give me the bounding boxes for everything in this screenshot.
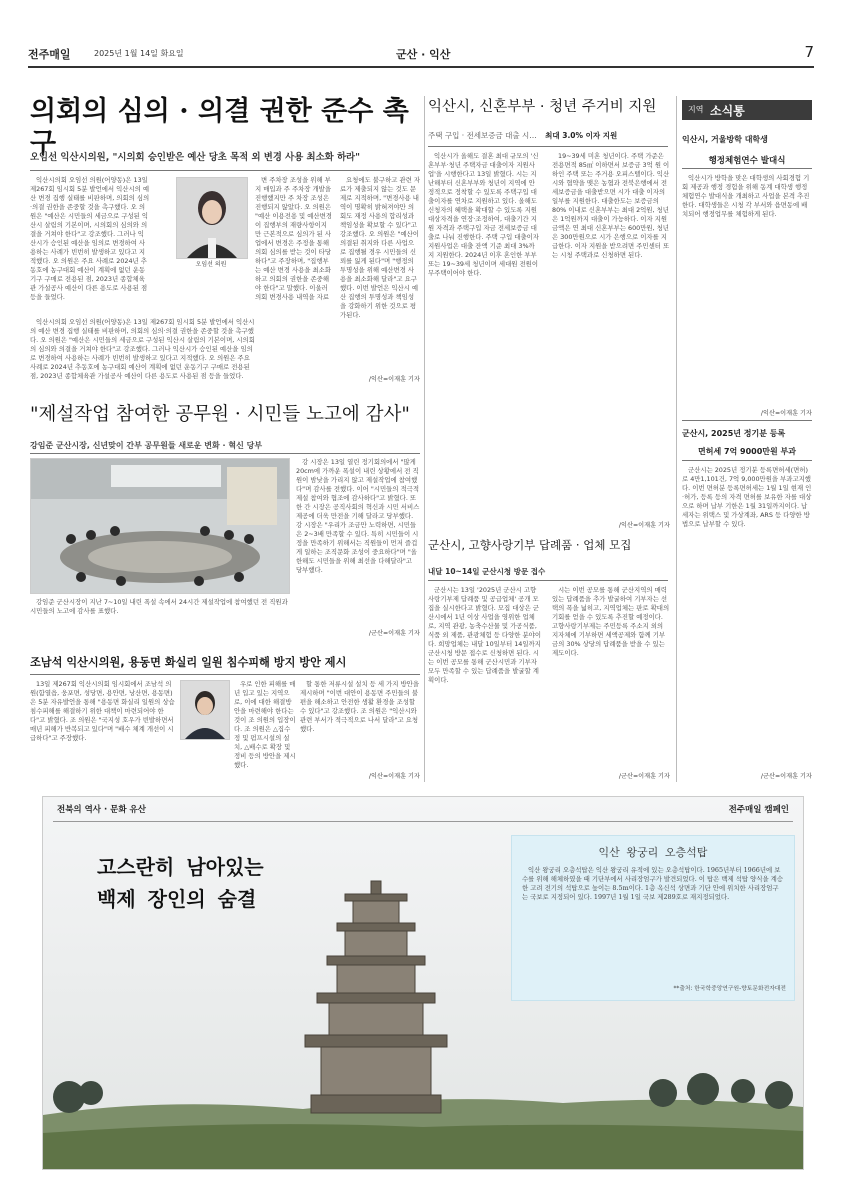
divider <box>30 453 420 454</box>
divider <box>682 420 812 421</box>
divider <box>682 168 812 169</box>
article4-subhead <box>428 130 678 141</box>
page-header <box>28 40 814 68</box>
banner-title-line1: 고스란히 남아있는 <box>97 855 264 879</box>
portrait-image <box>177 178 247 258</box>
article1-col2 <box>176 268 246 318</box>
banner-label-right: 전주매일 캠페인 <box>728 805 789 815</box>
sidebar-item2-reporter: /군산=이재훈 기자 <box>760 773 812 780</box>
divider <box>53 821 793 822</box>
article1-col3: 요청에도 불구하고 관련 자료가 제출되지 않는 것도 문제로 지적하며, "변경사용 내역이 명확히 밝혀져야만 의회도 재정 사용의 합리성과 책임성을 확보할 수 있다"고 강조했다. 오 의원은 "예산이 의결된 취지와 다른 사업으로 집행될 경우 시민들의 신뢰를 잃게 된다"며 "행정의 투명성을 위해 예산변경 사용을 최소화해 달라"고 요구했다. 이번 발언은 익산시 예산 집행의 투명성과 책임성을 강화하기 위한 것으로 평가된다. <box>340 176 421 319</box>
article5-reporter: /군산=이재훈 기자 <box>618 773 670 780</box>
sidebar-tag-region: 지역 <box>688 105 704 114</box>
banner-info-box <box>511 835 795 1001</box>
sidebar-item1-sub: 행정체험연수 발대식 <box>708 156 786 166</box>
sidebar-header <box>682 100 812 120</box>
newspaper-brand: 전주매일 <box>28 48 71 61</box>
article1-subhead: 오임선 익산시의원, "시의회 승인받은 예산 당초 목적 외 변경 사용 최소화 하라" <box>30 152 360 163</box>
info-box-title: 익산 왕궁리 오층석탑 <box>598 846 708 859</box>
article1-headline: 의회의 심의 · 의결 권한 준수 촉구 <box>30 96 409 159</box>
divider <box>30 674 420 675</box>
sidebar-item2-title: 군산시, 2025년 정기분 등록 <box>682 429 786 438</box>
sidebar-item1-title: 익산시, 거울방학 대학생 <box>682 135 768 144</box>
article3-col1: 13일 제267회 익산시의회 임시회에서 조남석 의원(함열읍, 웅포면, 성당면, 용안면, 낭산면, 용동면)은 5분 자유발언을 통해 "용동면 화실리 일원의 상습 침수피해를 해결하기 위한 대책이 마련되어야 한다"고 밝혔다. 조 의원은 "국지성 호우가 빈발하면서 매년 피해가 반복되고 있다"며 "배수 체계 개선이 시급하다"고 주장했다. <box>30 680 175 742</box>
article3-col3: 할 통한 저류시설 설치 등 세 가지 방안을 제시하며 "이번 대안이 용동면 주민들의 불편을 해소하고 안전한 생활 환경을 조성할 수 있다"고 강조했다. 조 의원은 "익산시와 관련 부서가 적극적으로 나서 달라"고 요청했다. <box>300 680 419 733</box>
article5-col1: 군산시는 13일 '2025년 군산시 고향사랑기부제 답례품 및 공급업체' 공개 모집을 실시한다고 밝혔다. 모집 대상은 군산시에서 1년 이상 사업을 영위한 업체로, 지역 관광, 농축수산물 및 가공식품, 식품 외 제품, 관광체험 등 다양한 분야이다. 희망업체는 내달 10일부터 14일까지 군산시청 방문 접수로 신청하면 된다. 시는 이번 공모를 통해 군산시민과 기부자 모두 만족할 수 있는 답례품을 발굴할 계획이다. <box>428 586 541 684</box>
divider <box>428 580 668 581</box>
article1-col1b: 익산시의회 오임선 의원(어양동)은 13일 제267회 임시회 5분 발언에서 익산시의 예산 변경 집행 실태를 비판하며, 의회의 심의·의결 권한을 존중할 것을 촉구했다. 오 의원은 "예산은 시민들의 세금으로 구성된 익산시 살림의 기본이며, 시의회의 심의와 의결을 거쳐야 한다"고 강조했다. 그러나 익산시가 승인된 예산을 임의로 변경하여 사용하는 사례가 빈번히 발생하고 있다고 지적했다. 오 의원은 주요 사례로 2024년 추동호에 농구대회 예산이 계획에 없던 운동기구 구매로 전용된 점, 2023년 종합체육관 가설공사 예산이 다른 용도로 사용된 점 등을 들었다. <box>30 318 255 380</box>
article2-reporter: /군산=이재훈 기자 <box>368 630 420 637</box>
article1-photo <box>176 177 248 259</box>
article1-col2b: 변 주차장 조성을 위해 부지 매입과 주 주차장 개발을 진행했지만 주 차장 조성은 진행되지 않았다. 오 의원은 "예산 이용전용 및 예산변경이 집행부의 재량사항이지만 근본적으로 심의가 된 사업에서 변경은 주정을 통해 의회 심의를 받는 것이 타당하다"고 주장하며, "집행부는 예산 변경 사용을 최소화하고 의회의 권한을 존중해야 한다"고 말했다. 이울러 의회 변경사용 내역을 자료 <box>255 176 332 301</box>
article1-photo-caption: 오임선 의원 <box>195 261 227 268</box>
article2-col-right1: 강 시장은 13일 열린 정기회의에서 "많게 20cm에 가까운 폭설이 내린 상황에서 전 직원이 밤낮을 가리지 않고 제설작업에 참여했다"며 감사를 전했다. 이어 "시민들의 적극적 제설 참여와 협조에 감사하다"고 밝혔다. 또한 간 시장은 공직사회의 혁신과 시민 서비스 제공에 더욱 만전을 기해 달라고 당부했다. 강 시장은 "우리가 조금만 노력하면, 시민들은 2~3배 만족할 수 있다. 특히 시민들이 시정을 만족하기 위해서는 직원들이 먼저 즐겁게 일하는 조직문화 조성이 중요하다"며 "올 한해도 시민들을 위해 최선을 다해달라"고 당부했다. <box>296 458 420 574</box>
divider <box>428 146 668 147</box>
portrait-image <box>181 681 229 739</box>
article1-reporter: /익산=이재훈 기자 <box>368 376 420 383</box>
article2-subhead: 강임준 군산시장, 신년맞이 간부 공무원들 새로운 변화 · 혁신 당부 <box>30 441 263 450</box>
column-divider <box>424 96 425 782</box>
meeting-room-image <box>31 459 289 593</box>
campaign-banner <box>42 796 804 1170</box>
issue-date: 2025년 1월 14일 화요일 <box>94 49 184 58</box>
divider <box>682 460 812 461</box>
article4-headline: 익산시, 신혼부부 · 청년 주거비 지원 <box>428 99 657 115</box>
article4-subhead-bold: 최대 3.0% 이자 지원 <box>545 131 618 140</box>
article5-col2: 시는 이번 공모를 통해 군산지역의 매력 있는 답례품을 추가 발굴하여 기부자는 선택의 폭을 넓히고, 지역업체는 판로 확대의 기회를 얻을 수 있도록 추진할 예정이다. 고향사랑기부제는 주민등록 주소지 외의 지자체에 기부하면 세액공제와 함께 기부금의 30% 상당의 답례품을 받을 수 있는 제도이다. <box>552 586 670 657</box>
article3-headline: 조남석 익산시의원, 용동면 화실리 일원 침수피해 방지 방안 제시 <box>30 656 347 669</box>
article4-reporter: /익산=이재훈 기자 <box>618 522 670 529</box>
info-box-source: **출처: 한국학중앙연구원-향토문화전자대전 <box>673 986 786 992</box>
sidebar-item1-body: 익산시가 방학을 맞은 대학생의 사회경험 기회 제공과 행정 경험을 위해 동계 대학생 행정체험연수 발대식을 개최하고 사업을 본격 추진한다. 대학생들은 시청 각 부서와 읍면동에 배치되어 행정업무를 체험하게 된다. <box>682 174 810 218</box>
article2-photo-caption: 강임준 군산시장이 지난 7~10일 내린 폭설 속에서 24시간 제설작업에 참여했던 전 직원과 시민들의 노고에 감사를 표했다. <box>30 598 288 615</box>
article4-col1: 익산시가 올해도 결혼 최대 규모의 '신혼부부·청년 주택자금 대출이자 지원사업'을 시행한다고 13일 밝혔다. 시는 지난해부터 신혼부부와 청년이 지역에 안정적으로 정착할 수 있도록 주택구입 대출이자를 연차로 지원하고 있다. 올해도 신청자의 혜택을 확대할 수 있도록 지원 대상자격을 연장·조정하여, 대출기간 지원 자격과 주택구입 자금 전세보증금 대출로 나눠 진행한다. 주택 구입 대출이자 지원사업은 대출 잔액 기준 최대 3%까지 지원한다. 2024년 이후 혼인한 부부 또는 19~39세 청년이며 세대원 전원이 무주택이어야 한다. <box>428 152 539 277</box>
article5-subhead: 내달 10~14일 군산시청 방문 접수 <box>428 567 546 576</box>
divider <box>30 170 420 171</box>
sidebar-tag-title: 소식통 <box>710 104 745 118</box>
article3-photo <box>180 680 230 740</box>
article3-col2: 우로 인한 피해를 매년 입고 있는 지역으로, 이에 대한 해결방안을 마련해야 한다는 것이 조 의원의 입장이다. 조 의원은 △집수정 및 펌프시설의 설치, △배수로 확장 및 정비 등의 방안을 제시했다. <box>234 680 296 769</box>
article1-col1: 익산시의회 오임선 의원(어양동)은 13일 제267회 임시회 5분 발언에서 익산시의 예산 변경 집행 실태를 비판하며, 의회의 심의·의결 권한을 존중할 것을 촉구했다. 오 의원은 "예산은 시민들의 세금으로 구성된 익산시 살림의 기본이며, 시의회의 심의와 의결을 거쳐야 한다"고 강조했다. 그러나 익산시가 승인된 예산을 임의로 변경하여 사용하는 사례가 빈번히 발생하고 있다고 지적했다. 오 의원은 주요 사례로 2024년 추동호에 농구대회 예산이 계획에 없던 운동기구 구매로 전용된 점, 2023년 종합체육관 가설공사 예산이 다른 용도로 사용된 점 등을 들었다. <box>30 176 150 301</box>
article4-subhead-gray: 주택 구입 · 전세보증금 대출 시… <box>428 131 537 140</box>
info-box-body: 익산 왕궁리 오층석탑은 익산 왕궁리 유적에 있는 오층석탑이다. 1965년부터 1966년에 보수를 위해 해체하였을 때 기단부에서 사리장엄구가 발견되었다. 이 탑은 백제 석탑 양식을 계승한 고려 전기의 석탑으로 높이는 8.5m이다. 1층 옥신석 상면과 기단 안에 위치한 사리장엄구는 국보로 지정되어 있다. 1997년 1월 1일 국보 제289호로 재지정되었다. <box>522 866 783 901</box>
column-divider <box>676 96 677 782</box>
article5-headline: 군산시, 고향사랑기부 답례품 · 업체 모집 <box>428 538 632 552</box>
section-title: 군산 · 익산 <box>396 48 451 61</box>
sidebar-item2-sub: 면허세 7억 9000만원 부과 <box>697 447 796 456</box>
sidebar-item1-reporter: /익산=이재훈 기자 <box>760 410 812 417</box>
article2-photo <box>30 458 290 594</box>
article4-col2: 19~39세 미혼 청년이다. 주택 가준은 전용면적 85㎡ 이하면서 보증금 3억 원 이하인 주택 또는 주거용 오피스텔이다. 익산시와 협약을 맺은 농협과 전북은행에서 전세보증금을 대출받으면 시가 대출 이자의 일부를 지원한다. 대출한도는 보증금의 80% 이내로 신혼부부는 최대 2억원, 청년은 1억원까지 대출이 가능하다. 이자 지원 금액은 연 최대 신혼부부는 600만원, 청년은 300만원으로 시가 은행으로 이자를 지급한다. 이자 지원을 받으려면 주민센터 또는 시청 주택과로 신청하면 된다. <box>552 152 670 259</box>
page-number: 7 <box>804 43 814 61</box>
article2-headline: "제설작업 참여한 공무원 · 시민들 노고에 감사" <box>30 404 410 425</box>
banner-label-left: 전북의 역사 · 문화 유산 <box>57 805 146 815</box>
banner-title-line2: 백제 장인의 숨결 <box>97 887 257 911</box>
article3-reporter: /익산=이재훈 기자 <box>368 773 420 780</box>
sidebar-item2-body: 군산시는 2025년 정기분 등록면허세(면허)로 4만1,101건, 7억 9,000만원을 부과고지했다. 이번 면허분 등록면허세는 1월 1일 현재 인·허가, 등록 등의 자격 면허를 보유한 자를 대상으로 하며 납부 기한은 1월 31일까지이다. 납세자는 위택스 및 가상계좌, ARS 등 다양한 방법으로 납부할 수 있다. <box>682 466 812 528</box>
